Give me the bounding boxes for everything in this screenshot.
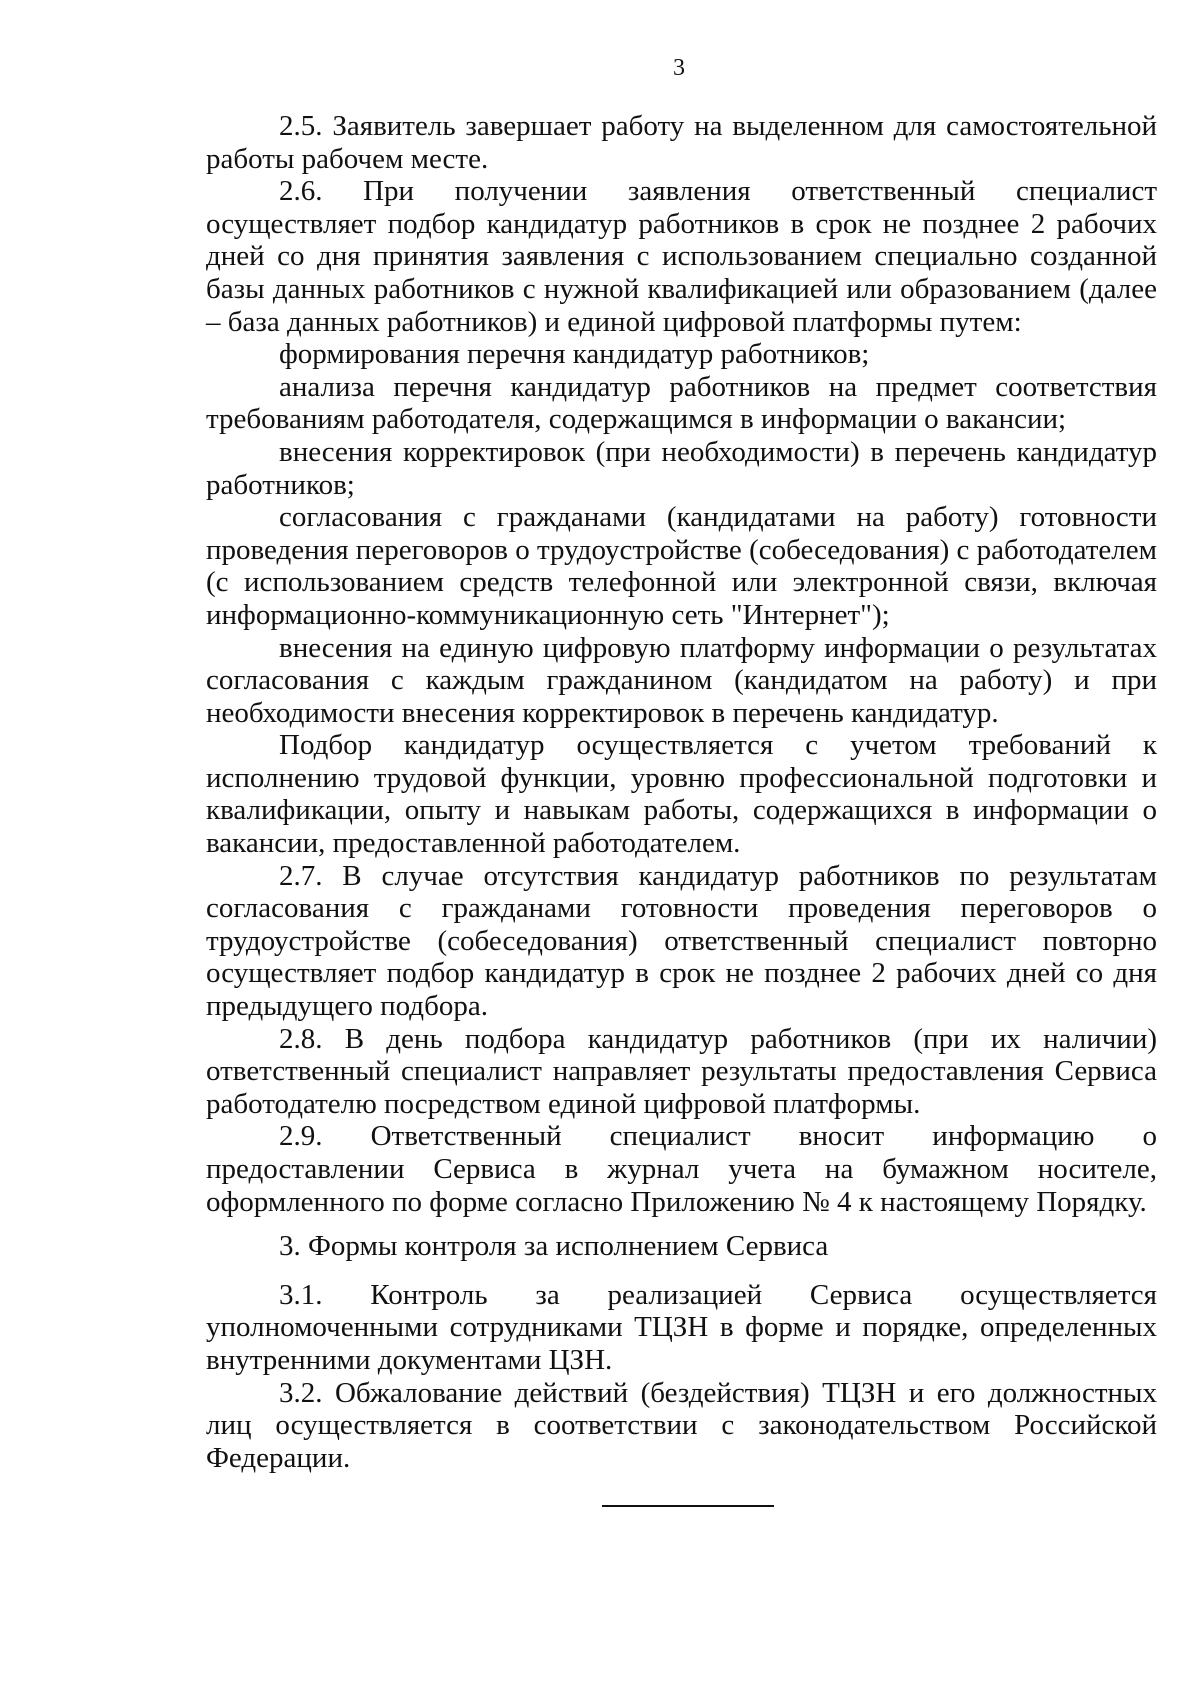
end-of-document-rule bbox=[602, 1505, 774, 1507]
page-number: 3 bbox=[673, 55, 685, 81]
paragraph-3-1: 3.1. Контроль за реализацией Сервиса осуществляется уполномоченными сотрудниками ТЦЗН в форме и порядке, определенных внутренними документами ЦЗН. bbox=[206, 1278, 1157, 1376]
paragraph-2-8: 2.8. В день подбора кандидатур работников (при их наличии) ответственный специалист направляет результаты предоставления Сервиса работодателю посредством единой цифровой платформы. bbox=[206, 1022, 1157, 1120]
list-item-platform-entry: внесения на единую цифровую платформу информации о результатах согласования с каждым гражданином (кандидатом на работу) и при необходимости внесения корректировок в перечень кандидатур. bbox=[206, 631, 1157, 729]
paragraph-2-7: 2.7. В случае отсутствия кандидатур работников по результатам согласования с гражданами готовности проведения переговоров о трудоустройстве (собеседования) ответственный специалист повторно осуществляет подбор кандидатур в срок не позднее 2 рабочих дней со дня предыдущего подбора. bbox=[206, 859, 1157, 1023]
section-3-heading: 3. Формы контроля за исполнением Сервиса bbox=[279, 1230, 829, 1263]
paragraph-2-6: 2.6. При получении заявления ответственный специалист осуществляет подбор кандидатур работников в срок не позднее 2 рабочих дней со дня принятия заявления с использованием специально созданной базы данных работников с нужной квалификацией или образованием (далее – база данных работников) и единой цифровой платформы путем: bbox=[206, 175, 1157, 338]
paragraph-selection-note: Подбор кандидатур осуществляется с учетом требований к исполнению трудовой функции, уровню профессиональной подготовки и квалификации, опыту и навыкам работы, содержащихся в информации о вакансии, предоставленной работодателем. bbox=[206, 729, 1157, 860]
paragraph-2-9: 2.9. Ответственный специалист вносит информацию о предоставлении Сервиса в журнал учета на бумажном носителе, оформленного по форме согласно Приложению № 4 к настоящему Порядку. bbox=[206, 1120, 1157, 1218]
list-item-agreement: согласования с гражданами (кандидатами на работу) готовности проведения переговоров о трудоустройстве (собеседования) с работодателем (с использованием средств телефонной или электронной связи, включая информационно-коммуникационную сеть "Интернет"); bbox=[206, 501, 1157, 631]
list-item-forming-list: формирования перечня кандидатур работников; bbox=[279, 338, 870, 371]
list-item-analysis: анализа перечня кандидатур работников на предмет соответствия требованиям работодателя, содержащимся в информации о вакансии; bbox=[206, 370, 1157, 436]
list-item-corrections: внесения корректировок (при необходимости) в перечень кандидатур работников; bbox=[206, 435, 1157, 501]
paragraph-3-2: 3.2. Обжалование действий (бездействия) ТЦЗН и его должностных лиц осуществляется в соответствии с законодательством Российской Федерации. bbox=[206, 1376, 1157, 1474]
paragraph-2-5: 2.5. Заявитель завершает работу на выделенном для самостоятельной работы рабочем месте. bbox=[206, 110, 1157, 175]
document-body bbox=[206, 110, 1157, 1474]
